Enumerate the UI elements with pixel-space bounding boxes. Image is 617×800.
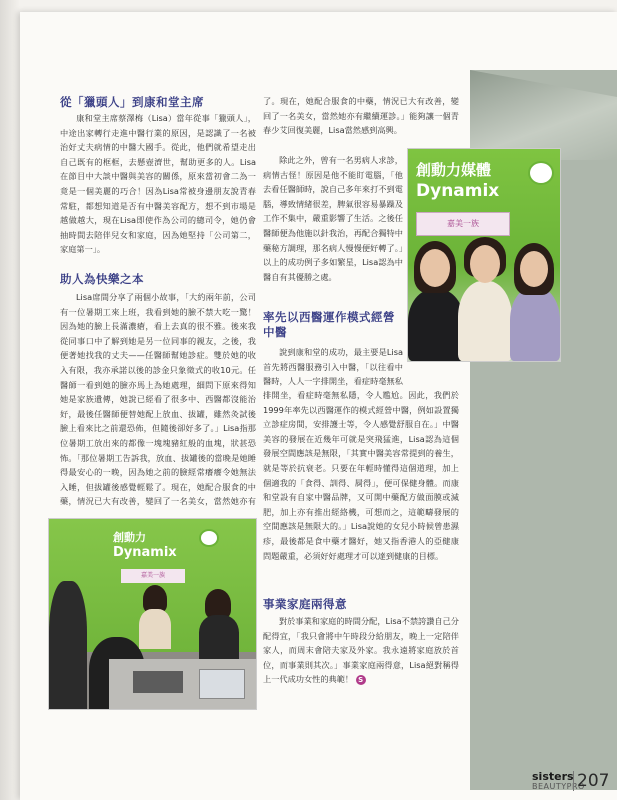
page-number: 207 (573, 771, 609, 791)
guest-seated (139, 609, 171, 649)
guest-center (458, 281, 512, 361)
end-mark-icon: S (356, 675, 366, 685)
section-title-2: 助人為快樂之本 (60, 272, 144, 286)
page-gutter (0, 0, 20, 800)
mixing-console (133, 671, 183, 693)
section-2-paragraph-1a: Lisa席間分享了兩個小故事，「大約兩年前，公司有一位暑期工來上班，我看到她的臉不禁大吃一驚！因為她的臉上長滿濃瘡，看上去真的很不雅。後來我從同事口中了解到她是另一位同事的親友，之後，我便著她找我的丈夫——任醫師幫她診症。雙於她的收入有限，我亦承諾以後的診金只象徵式的收10元。任醫師一看到她的臉亦馬上為她處理，細問下原來得知她是家族遺傳，她說已經看了很多中、西醫都沒能治好，最後任醫師便替她配上放血、拔罐，雖然灸試後臉上看來比之前還恐佈，但隨後卻好多了。」Lisa指那位暑期工放出來的都像一塊塊豬紅般的血塊，狀甚恐怖。「那位暑期工告訴我，放血、拔罐後的當晚是她睡得最安心的一晚，因為她之前的臉經常癢癢令她無法入睡，但拔罐後感覺輕鬆了。現在，她配合服食的中藥，情況已大有改善，變回了一名美女，當然她亦有 (60, 292, 256, 507)
dynamix-logo: 創動力 Dynamix (113, 531, 177, 560)
section-title-3: 率先以西醫運作模式經營中醫 (263, 310, 395, 339)
dynamix-logo: 創動力媒體 Dynamix (416, 161, 500, 201)
show-banner: 嘉美一族 (121, 569, 185, 583)
guests-photo (407, 148, 561, 362)
section-2-paragraph-1-continued: 了。現在，她配合服食的中藥，情況已大有改善，變回了一名美女，當然她亦有繼續運診。」能夠讓一個青春少艾回復美麗，Lisa當然感到高興。 (263, 96, 459, 136)
section-3-paragraph-start: 說到康和堂的成功，最主要是Lisa首先將西醫服務引入中醫，「以往看中醫時，人人一字排開坐，看症時毫無私 (263, 347, 403, 387)
host-left (49, 581, 87, 709)
guest-left-face (420, 249, 450, 287)
speech-bubble-icon (199, 529, 219, 547)
section-2-paragraph-2: 除此之外，曾有一名男病人求診，病情古怪！原因是他不能盯電腦，「他去看任醫師時，說自己多年來打不到電腦，導致情緒很差，脾氣很容易暴躁及工作不集中，嚴重影響了生活。之後任醫師便為他施以針我治，再配合獨特中藥秘方調理，那名病人慢慢便好轉了。」以上的成功例子多如繁星，Lisa認為中醫自有其優勝之處。 (263, 155, 403, 282)
section-1-paragraph: 康和堂主席蔡澤梅（Lisa）當年從事「獵頭人」，中途出家轉行走進中醫行業的原因，是認識了一名被治好丈夫病情的中醫大國手。從此，他們就希望走出自己既有的框框，去懸壺濟世，幫助更多的人。Lisa在節目中大談中醫與美容的關係，原來當初會二為一竟是一個美麗的巧合！因為Lisa常被身邊朋友說青春常駐，都想知道是否有中醫美容配方，想不到市場是越做越大，現在Lisa即使作為公司的總司令，她仍會抽時間去陪伴兒女和家庭，因為她堅持「公司第二，家庭第一」。 (60, 113, 256, 255)
guest-left (408, 289, 464, 361)
laptop-icon (199, 669, 245, 699)
section-title-1: 從「獵頭人」到康和堂主席 (60, 95, 204, 109)
show-banner: 嘉美一族 (416, 212, 510, 236)
guest-right-face (520, 251, 548, 287)
speech-bubble-icon (528, 161, 554, 185)
guest-right (199, 615, 239, 659)
section-title-4: 事業家庭兩得意 (263, 597, 347, 611)
guest-center-face (470, 245, 500, 283)
section-3-paragraph-continued: 排開坐，看症時毫無私隱，令人尷尬。因此，我們於1999年率先以西醫運作的模式經營中醫，例如設置獨立診症房間，安排護士等，令人感覺舒服自在。」中醫美容的發展在近幾年可就是突飛猛進，Lisa認為這個發展空間應該是無限，「其實中醫美容常提到的養生，就是等於抗衰老。只要在年輕時懂得這個道理，加上個適我的「食得、訓得、屙得」，便可保健身體。而康和堂設有自家中醫品牌，又可開中藥配方做面膜或減肥，加上亦有推出經絡機，可想而之，這範疇發展的空間應該是無限大的。」Lisa說她的女兒小時候曾患濕疹，最後都是食中藥才醫好，她又指香港人的亞健康問題嚴重，必須好好處理才可以達到健康的目標。 (263, 390, 459, 561)
radio-studio-photo (48, 518, 257, 710)
magazine-logo: sisters BEAUTYPRO (532, 770, 585, 791)
guest-right (510, 287, 560, 361)
section-4-paragraph: 對於事業和家庭的時間分配，Lisa不禁誇讚自己分配得宜，「我只會將中午時段分給朋友，晚上一定陪伴家人，而周末會陪夫家及外家。我永遠將家庭放於首位，而事業則其次。」事業家庭兩得意，Lisa絕對稱得上一代成功女性的典範！ S (263, 616, 459, 685)
